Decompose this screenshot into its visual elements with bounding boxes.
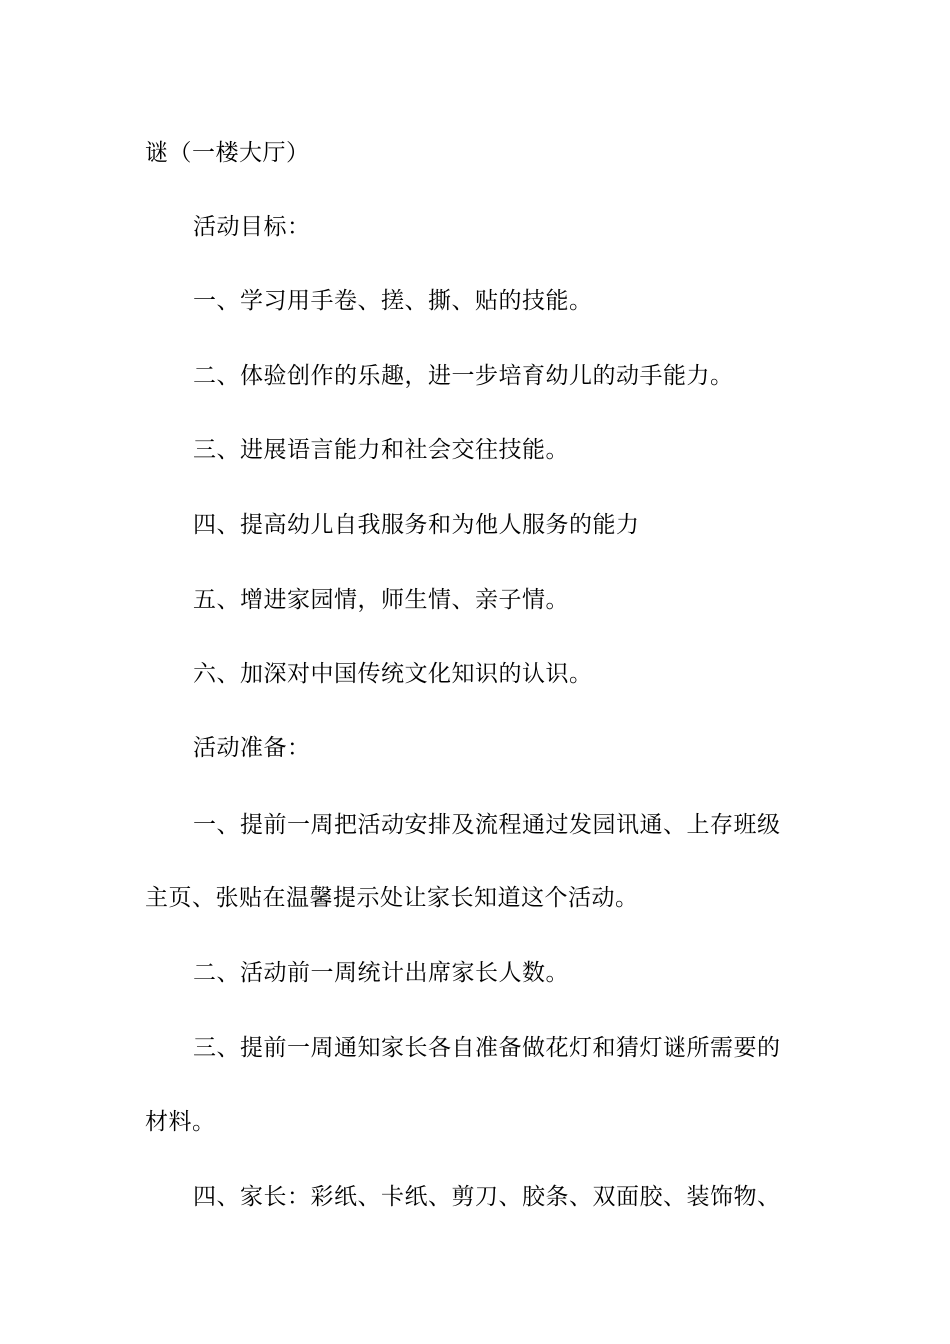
goal-item-4: 四、提高幼儿自我服务和为他人服务的能力	[193, 512, 640, 538]
prep-item-1-line-1: 一、提前一周把活动安排及流程通过发园讯通、上存班级	[193, 812, 781, 838]
goal-item-5: 五、增进家园情，师生情、亲子情。	[193, 587, 569, 613]
prep-item-4-line-1: 四、家长：彩纸、卡纸、剪刀、胶条、双面胶、装饰物、	[193, 1184, 781, 1210]
goal-item-6: 六、加深对中国传统文化知识的认识。	[193, 661, 593, 687]
section-heading-goals: 活动目标：	[193, 214, 311, 240]
prep-item-1-line-2: 主页、张贴在温馨提示处让家长知道这个活动。	[145, 885, 639, 911]
prep-item-3-line-2: 材料。	[145, 1109, 216, 1135]
section-heading-preparation: 活动准备：	[193, 735, 311, 761]
goal-item-2: 二、体验创作的乐趣，进一步培育幼儿的动手能力。	[193, 363, 734, 389]
prep-item-3-line-1: 三、提前一周通知家长各自准备做花灯和猜灯谜所需要的	[193, 1035, 781, 1061]
goal-item-3: 三、进展语言能力和社会交往技能。	[193, 437, 569, 463]
prep-item-2: 二、活动前一周统计出席家长人数。	[193, 960, 569, 986]
goal-item-1: 一、学习用手卷、搓、撕、贴的技能。	[193, 288, 593, 314]
paragraph-line: 谜（一楼大厅）	[145, 140, 310, 166]
